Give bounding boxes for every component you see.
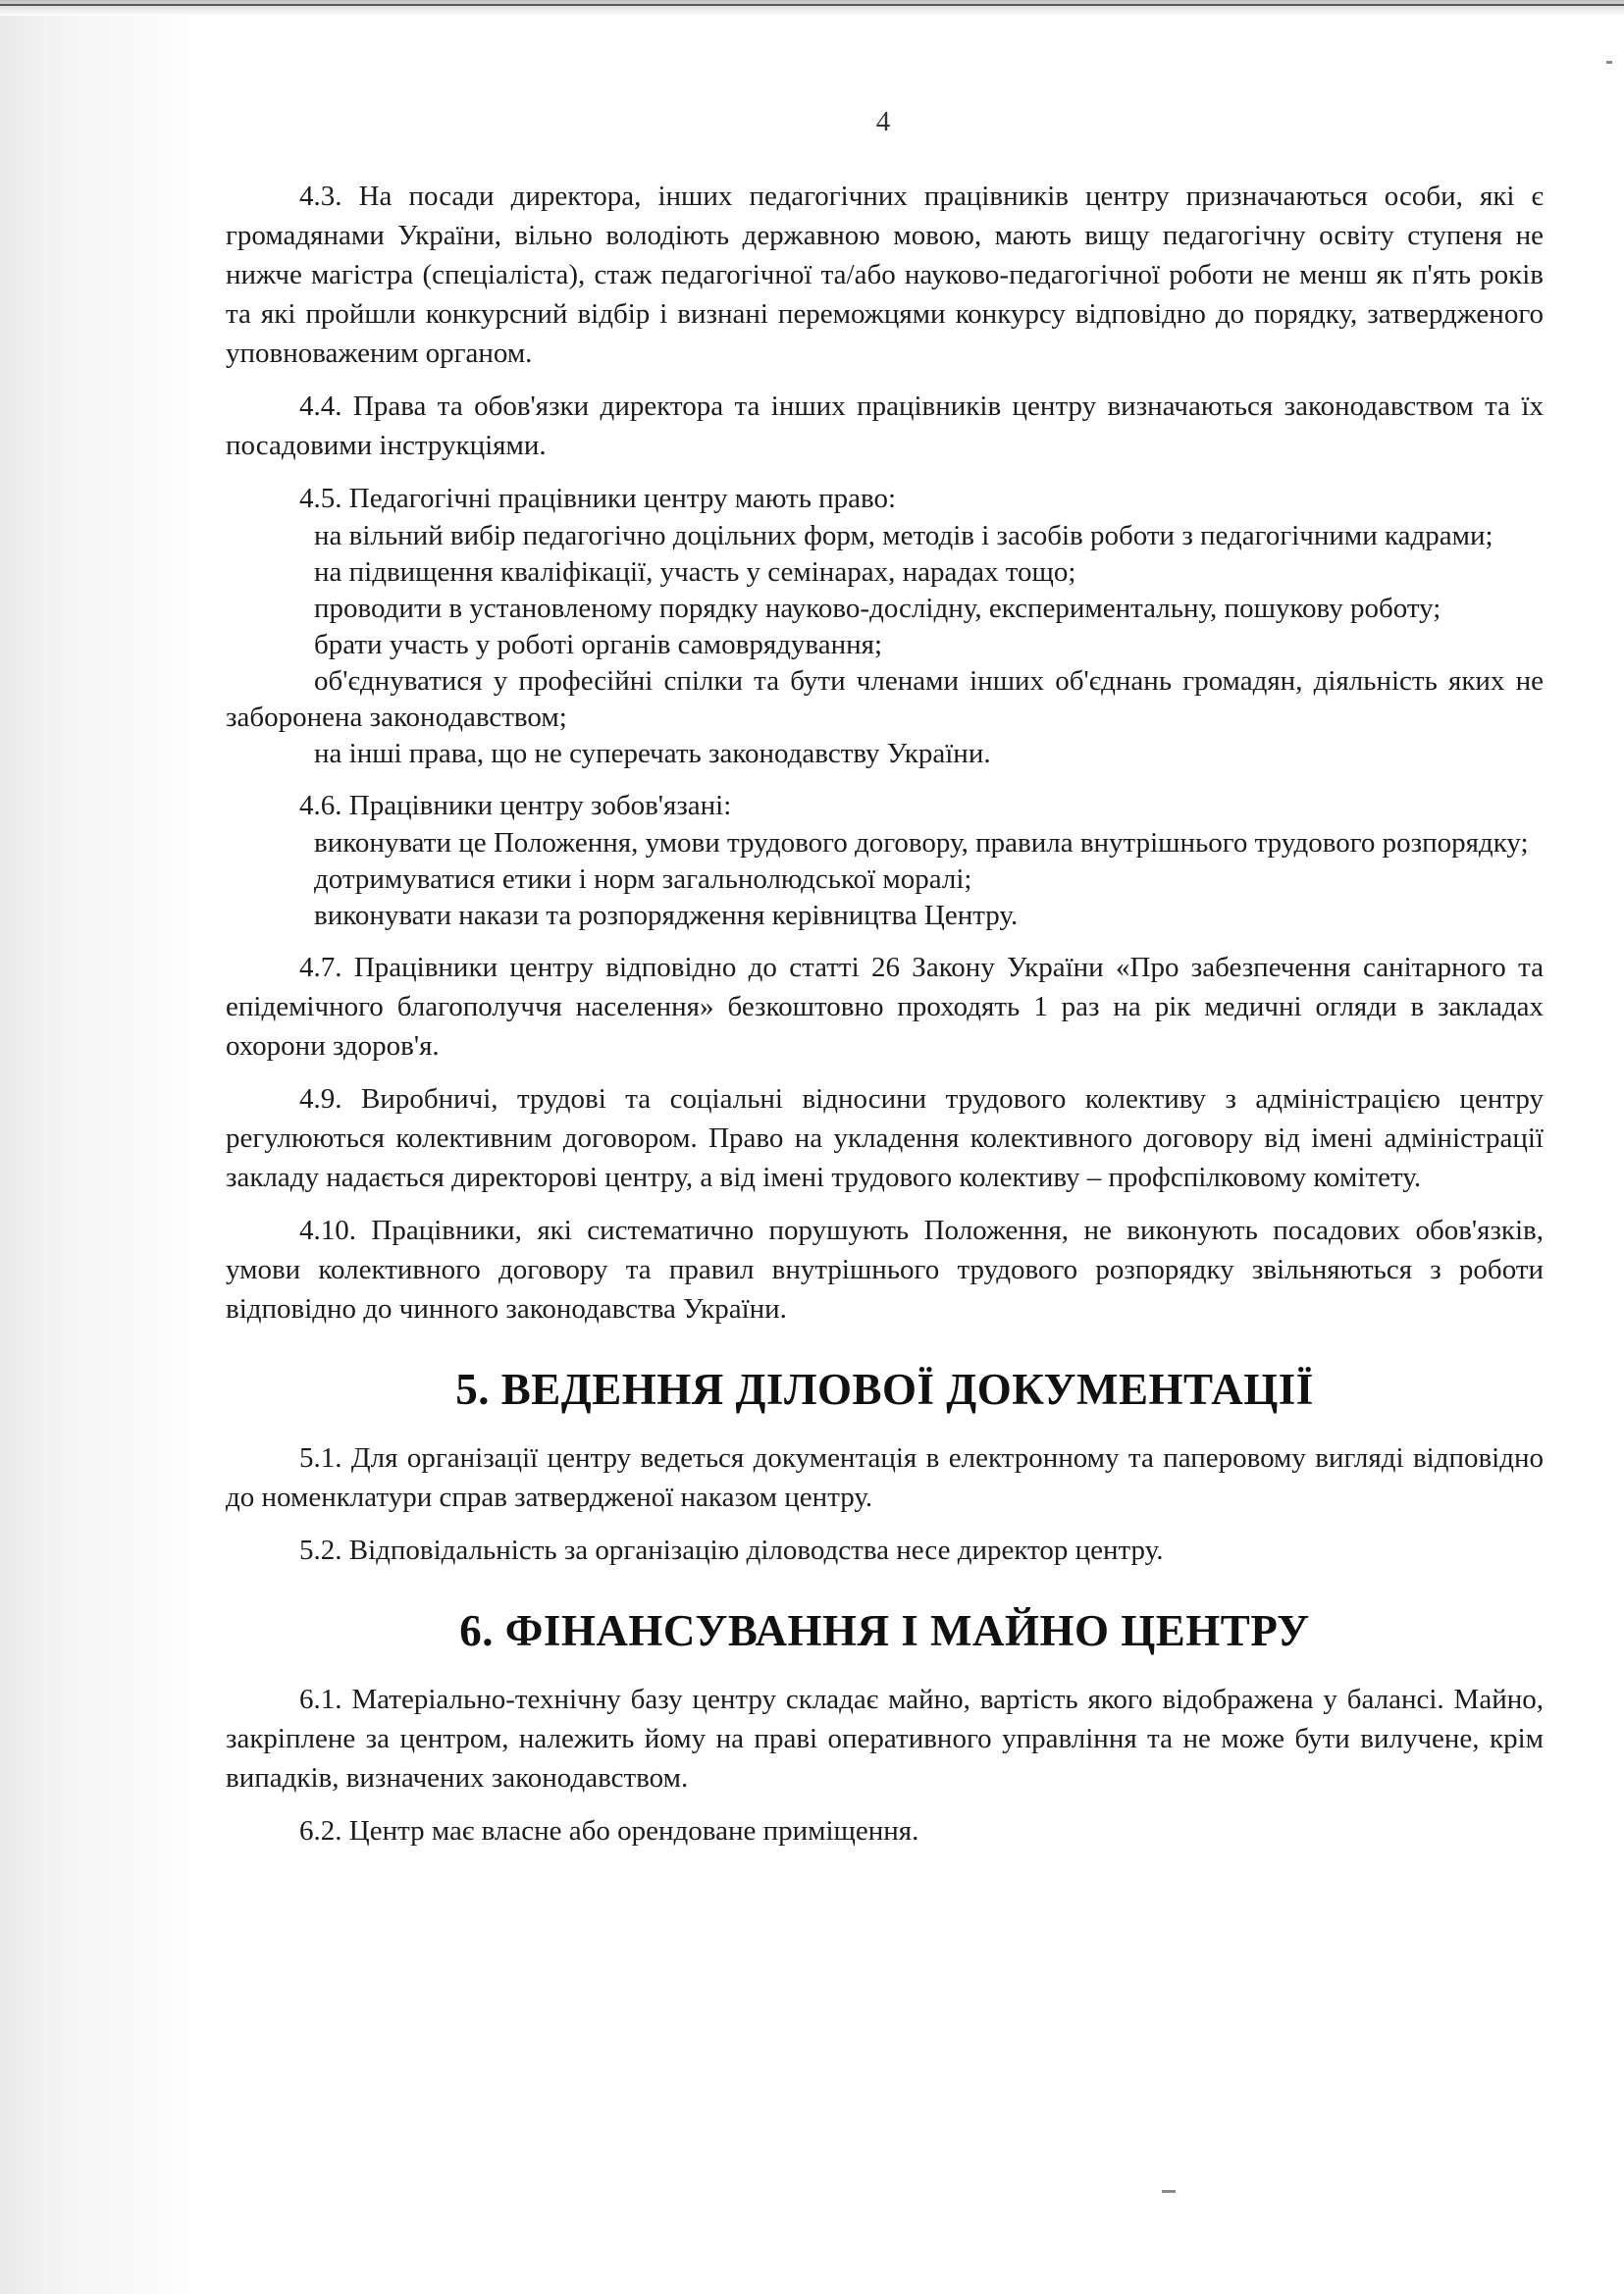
scan-speck <box>1606 61 1612 64</box>
paragraph-4-7: 4.7. Працівники центру відповідно до статті 26 Закону України «Про забезпечення санітарного та епідемічного благополуччя населення» безкоштовно проходять 1 раз на рік медичні огляди в закладах охорони здоров'я. <box>226 952 1544 1062</box>
scan-shadow-left <box>0 0 201 2294</box>
section-6-heading: 6. ФІНАНСУВАННЯ І МАЙНО ЦЕНТРУ <box>459 1606 1310 1655</box>
list-item: виконувати це Положення, умови трудового договору, правила внутрішнього трудового розпорядку; <box>314 827 1529 859</box>
paragraph-6-2: 6.2. Центр має власне або орендоване приміщення. <box>299 1815 919 1847</box>
list-item: на підвищення кваліфікації, участь у семінарах, нарадах тощо; <box>314 556 1076 588</box>
list-item: об'єднуватися у професійні спілки та бути членами інших об'єднань громадян, діяльність яких не заборонена законодавством; <box>226 665 1544 733</box>
paragraph-4-9: 4.9. Виробничі, трудові та соціальні відносини трудового колективу з адміністрацією центру регулюються колективним договором. Право на укладення колективного договору від імені адміністрації закладу надається директорові центру, а від імені трудового колективу – профспілковому комітету. <box>226 1083 1544 1193</box>
section-5-heading: 5. ВЕДЕННЯ ДІЛОВОЇ ДОКУМЕНТАЦІЇ <box>455 1365 1314 1414</box>
list-item: на інші права, що не суперечать законодавству України. <box>314 738 991 769</box>
paragraph-6-1: 6.1. Матеріально-технічну базу центру складає майно, вартість якого відображена у балансі. Майно, закріплене за центром, належить йому на праві оперативного управління та не може бути вилучене, крім випадків, визначених законодавством. <box>226 1684 1544 1794</box>
paragraph-4-6-intro: 4.6. Працівники центру зобов'язані: <box>299 790 732 821</box>
scan-top-line <box>0 4 1624 6</box>
list-item: виконувати накази та розпорядження керівництва Центру. <box>314 900 1019 931</box>
paragraph-4-5-intro: 4.5. Педагогічні працівники центру мають право: <box>299 483 897 514</box>
list-item: на вільний вибір педагогічно доцільних форм, методів і засобів роботи з педагогічними кадрами; <box>314 520 1493 551</box>
page-number: 4 <box>875 106 891 137</box>
paragraph-5-1: 5.1. Для організації центру ведеться документація в електронному та паперовому вигляді відповідно до номенклатури справ затвердженої наказом центру. <box>226 1442 1544 1513</box>
list-item: брати участь у роботі органів самоврядування; <box>314 629 883 660</box>
document-body <box>226 177 1544 1859</box>
list-item: дотримуватися етики і норм загальнолюдської моралі; <box>314 863 972 895</box>
paragraph-4-4: 4.4. Права та обов'язки директора та інших працівників центру визначаються законодавством та їх посадовими інструкціями. <box>226 391 1544 461</box>
paragraph-4-10: 4.10. Працівники, які систематично порушують Положення, не виконують посадових обов'язків, умови колективного договору та правил внутрішнього трудового розпорядку звільняються з роботи відповідно до чинного законодавства України. <box>226 1215 1544 1325</box>
list-item: проводити в установленому порядку науково-дослідну, експериментальну, пошукову роботу; <box>314 593 1441 624</box>
scan-speck <box>1162 2190 1176 2193</box>
scan-shadow-top <box>0 0 1624 16</box>
paragraph-4-3: 4.3. На посади директора, інших педагогічних працівників центру призначаються особи, які є громадянами України, вільно володіють державною мовою, мають вищу педагогічну освіту ступеня не нижче магістра (спеціаліста), стаж педагогічної та/або науково-педагогічної роботи не менш як п'ять років та які пройшли конкурсний відбір і визнані переможцями конкурсу відповідно до порядку, затвердженого уповноваженим органом. <box>226 181 1544 369</box>
paragraph-5-2: 5.2. Відповідальність за організацію діловодства несе директор центру. <box>299 1535 1164 1566</box>
